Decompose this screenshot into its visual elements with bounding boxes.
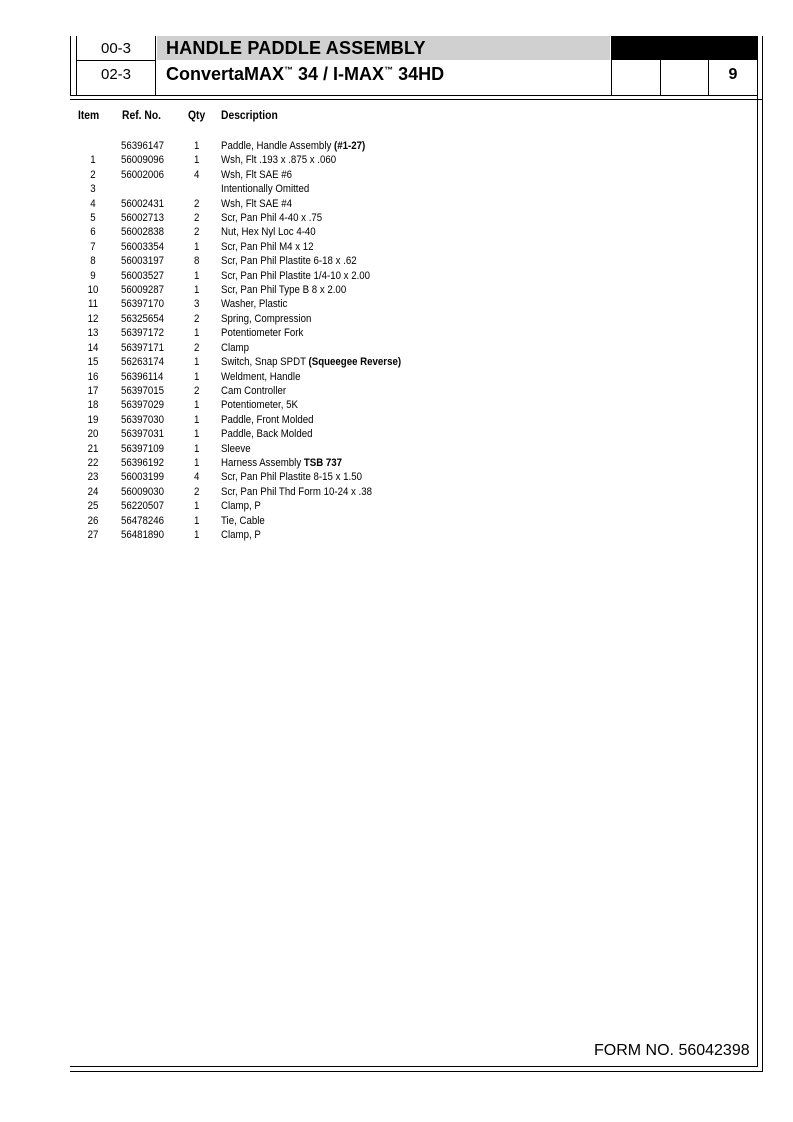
description (221, 470, 362, 484)
description-text: Wsh, Flt SAE #6 (221, 168, 293, 181)
description-text: Potentiometer Fork (221, 327, 304, 340)
ref-number: 56397031 (121, 428, 165, 441)
item-number: 13 (87, 327, 99, 340)
ref-number: 56009287 (121, 284, 165, 297)
description-text: Clamp (221, 341, 249, 354)
quantity: 2 (194, 312, 200, 325)
description-text: Sleeve (221, 442, 251, 455)
description (221, 528, 261, 542)
quantity: 1 (194, 269, 200, 282)
ref-number: 56397015 (121, 384, 165, 397)
description (221, 384, 286, 398)
ref-number: 56397170 (121, 298, 165, 311)
description (221, 182, 309, 196)
column-header-ref: Ref. No. (122, 108, 161, 122)
quantity: 2 (194, 341, 200, 354)
ref-number: 56478246 (121, 514, 165, 527)
table-row (0, 182, 793, 196)
description (221, 168, 292, 182)
description-text: Scr, Pan Phil Thd Form 10-24 x .38 (221, 485, 373, 498)
description (221, 240, 314, 254)
ref-number: 56003199 (121, 471, 165, 484)
form-number: FORM NO. 56042398 (594, 1042, 750, 1059)
item-number: 27 (87, 528, 99, 541)
description-text: Clamp, P (221, 500, 261, 513)
ref-number: 56396192 (121, 456, 165, 469)
item-number: 2 (90, 168, 96, 181)
description-text: Washer, Plastic (221, 298, 288, 311)
quantity: 3 (194, 298, 200, 311)
table-row (0, 240, 793, 254)
quantity: 1 (194, 399, 200, 412)
table-row (0, 283, 793, 297)
quantity: 1 (194, 528, 200, 541)
item-number: 10 (87, 284, 99, 297)
table-row (0, 254, 793, 268)
subtitle-part3: 34HD (393, 64, 445, 84)
table-row (0, 370, 793, 384)
table-row (0, 398, 793, 412)
table-row (0, 139, 793, 153)
table-row (0, 197, 793, 211)
quantity: 1 (194, 413, 200, 426)
ref-number: 56002713 (121, 212, 165, 225)
header-grid-divider (660, 60, 661, 95)
trademark-mark: ™ (384, 65, 394, 75)
description-text: Scr, Pan Phil Plastite 6-18 x .62 (221, 255, 357, 268)
ref-number: 56396114 (121, 370, 164, 383)
table-row (0, 312, 793, 326)
item-number: 1 (90, 154, 96, 167)
description-bold-text: TSB 737 (303, 456, 343, 469)
item-number: 17 (87, 384, 99, 397)
item-number: 8 (90, 255, 96, 268)
trademark-mark: ™ (284, 65, 294, 75)
ref-number: 56003527 (121, 269, 165, 282)
ref-number: 56397171 (121, 341, 165, 354)
item-number: 23 (87, 471, 99, 484)
item-number: 21 (87, 442, 99, 455)
quantity: 1 (194, 370, 200, 383)
ref-number: 56003197 (121, 255, 165, 268)
description-text: Tie, Cable (221, 514, 265, 527)
quantity: 2 (194, 226, 200, 239)
description (221, 139, 365, 153)
description-bold-text: (Squeegee Reverse) (308, 356, 402, 369)
table-row (0, 427, 793, 441)
item-number: 26 (87, 514, 99, 527)
description-text: Wsh, Flt SAE #4 (221, 197, 293, 210)
column-header-qty: Qty (188, 108, 206, 122)
description-text: Paddle, Front Molded (221, 413, 314, 426)
description (221, 153, 336, 167)
item-number: 24 (87, 485, 99, 498)
item-number: 22 (87, 456, 99, 469)
quantity: 2 (194, 485, 200, 498)
description-text: Paddle, Handle Assembly (221, 140, 335, 152)
quantity: 8 (194, 255, 200, 268)
ref-number: 56325654 (121, 312, 165, 325)
description (221, 355, 401, 369)
item-number: 5 (90, 212, 96, 225)
description (221, 341, 249, 355)
quantity: 1 (194, 356, 200, 369)
quantity: 1 (194, 428, 200, 441)
quantity: 2 (194, 197, 200, 210)
description (221, 269, 370, 283)
item-number: 18 (87, 399, 99, 412)
description-text: Scr, Pan Phil Plastite 1/4-10 x 2.00 (221, 269, 371, 282)
table-row (0, 442, 793, 456)
description (221, 427, 312, 441)
page-number: 9 (728, 66, 738, 83)
description (221, 326, 303, 340)
table-row (0, 297, 793, 311)
ref-number: 56396147 (121, 140, 165, 152)
ref-number: 56397172 (121, 327, 165, 340)
description-text: Switch, Snap SPDT (221, 356, 309, 369)
quantity: 1 (194, 284, 200, 297)
description (221, 211, 322, 225)
table-row (0, 528, 793, 542)
item-number: 11 (87, 298, 99, 311)
column-header-item: Item (78, 108, 100, 122)
quantity: 1 (194, 456, 200, 469)
quantity: 1 (194, 500, 200, 513)
description-text: Paddle, Back Molded (221, 428, 313, 441)
ref-number: 56263174 (121, 356, 165, 369)
ref-number: 56002431 (121, 197, 165, 210)
quantity: 2 (194, 384, 200, 397)
ref-number: 56009030 (121, 485, 165, 498)
table-row (0, 499, 793, 513)
frame-line (70, 36, 71, 96)
description-text: Cam Controller (221, 384, 287, 397)
section-number-divider (76, 60, 156, 61)
table-row (0, 168, 793, 182)
item-number: 6 (90, 226, 96, 239)
table-row (0, 211, 793, 225)
item-number: 9 (90, 269, 96, 282)
description (221, 456, 342, 470)
item-number: 25 (87, 500, 99, 513)
ref-number: 56397109 (121, 442, 165, 455)
table-row (0, 413, 793, 427)
description (221, 225, 316, 239)
ref-number: 56003354 (121, 240, 165, 253)
subtitle-part2: 34 / I-MAX (293, 64, 385, 84)
item-number: 14 (87, 341, 99, 354)
description (221, 283, 346, 297)
description-text: Harness Assembly (221, 456, 304, 469)
table-row (0, 269, 793, 283)
item-number: 16 (87, 370, 99, 383)
description (221, 499, 261, 513)
ref-number: 56002006 (121, 168, 165, 181)
page-title: HANDLE PADDLE ASSEMBLY (166, 38, 426, 58)
quantity: 1 (194, 140, 200, 152)
description (221, 485, 372, 499)
description (221, 514, 265, 528)
table-row (0, 470, 793, 484)
quantity: 1 (194, 442, 200, 455)
description (221, 197, 292, 211)
table-row (0, 514, 793, 528)
item-number: 7 (90, 240, 96, 253)
ref-number: 56002838 (121, 226, 165, 239)
description-text: Nut, Hex Nyl Loc 4-40 (221, 226, 316, 239)
item-number: 15 (87, 356, 99, 369)
ref-number: 56397030 (121, 413, 165, 426)
header-black-bar (611, 36, 757, 60)
description-text: Weldment, Handle (221, 370, 301, 383)
description (221, 442, 251, 456)
item-number: 20 (87, 428, 99, 441)
description (221, 370, 300, 384)
description-bold-text: (#1-27) (334, 140, 366, 152)
quantity: 1 (194, 327, 200, 340)
item-number: 3 (90, 183, 96, 196)
header-divider (70, 99, 763, 100)
table-row (0, 355, 793, 369)
item-number: 19 (87, 413, 99, 426)
description (221, 312, 311, 326)
frame-line (70, 1071, 763, 1072)
table-row (0, 341, 793, 355)
table-row (0, 326, 793, 340)
section-number-2: 02-3 (100, 66, 132, 83)
description-text: Wsh, Flt .193 x .875 x .060 (221, 154, 337, 167)
column-header-description: Description (221, 108, 278, 122)
quantity: 1 (194, 240, 200, 253)
description (221, 413, 314, 427)
description-text: Scr, Pan Phil Type B 8 x 2.00 (221, 284, 347, 297)
header-divider (70, 95, 758, 96)
table-row (0, 485, 793, 499)
description (221, 297, 287, 311)
description-text: Scr, Pan Phil 4-40 x .75 (221, 212, 323, 225)
quantity: 4 (194, 471, 200, 484)
parts-table (0, 139, 793, 542)
description (221, 398, 298, 412)
table-row (0, 456, 793, 470)
description (221, 254, 357, 268)
description-text: Scr, Pan Phil Plastite 8-15 x 1.50 (221, 471, 362, 484)
ref-number: 56220507 (121, 500, 165, 513)
description-text: Scr, Pan Phil M4 x 12 (221, 240, 314, 253)
frame-line (70, 1066, 758, 1067)
quantity: 1 (194, 514, 200, 527)
description-text: Potentiometer, 5K (221, 399, 298, 412)
quantity: 4 (194, 168, 200, 181)
description-text: Clamp, P (221, 528, 261, 541)
table-row (0, 384, 793, 398)
quantity: 2 (194, 212, 200, 225)
subtitle-part1: ConvertaMAX (166, 64, 285, 84)
page-subtitle (166, 64, 444, 85)
section-number-1: 00-3 (100, 40, 132, 57)
ref-number: 56481890 (121, 528, 165, 541)
item-number: 4 (90, 197, 96, 210)
ref-number: 56009096 (121, 154, 165, 167)
description-text: Spring, Compression (221, 312, 312, 325)
description-text: Intentionally Omitted (221, 183, 310, 196)
table-row (0, 153, 793, 167)
quantity: 1 (194, 154, 200, 167)
table-row (0, 225, 793, 239)
item-number: 12 (87, 312, 99, 325)
ref-number: 56397029 (121, 399, 165, 412)
